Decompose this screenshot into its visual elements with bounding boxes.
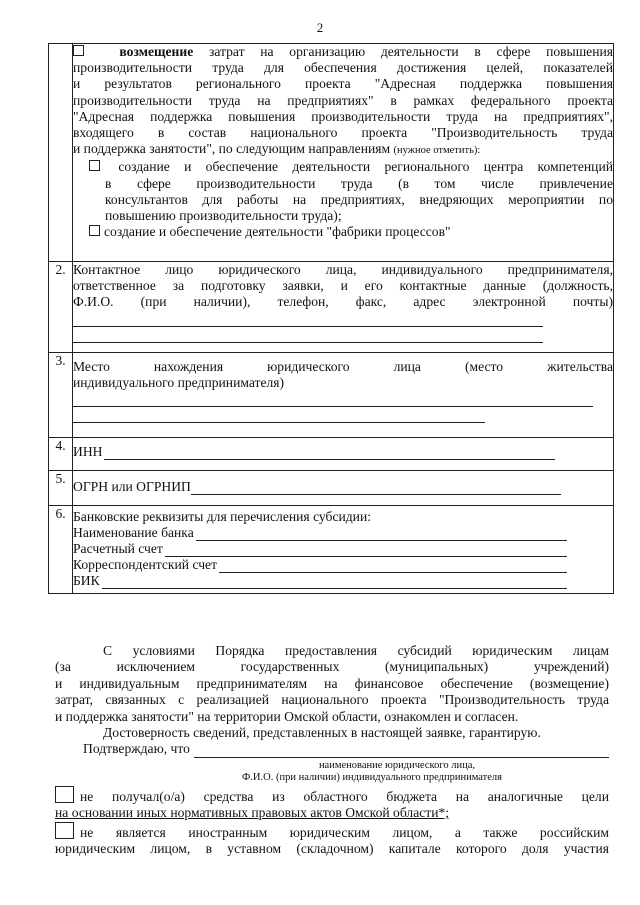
bank-name-input-line[interactable] bbox=[196, 527, 567, 541]
reimbursement-text-line: производительности труда на предприятиях" в рамках федерального проекта bbox=[73, 92, 613, 108]
reimbursement-text-line: производительности труда для обеспечения достижения целей, показателей bbox=[73, 60, 613, 76]
ogrn-input-line[interactable] bbox=[191, 481, 561, 495]
declaration-item-1: не получал(о/а) средства из областного бюджета на аналогичные цели bbox=[55, 786, 609, 805]
location-input-line[interactable] bbox=[73, 407, 485, 423]
confirm-line bbox=[55, 741, 609, 757]
terms-line: С условиями Порядка предоставления субсидий юридическим лицам bbox=[103, 643, 609, 658]
option-checkbox[interactable] bbox=[89, 160, 100, 171]
location-text-line: Место нахождения юридического лица (место жительства bbox=[73, 359, 613, 374]
contact-person-cell bbox=[73, 262, 614, 353]
row-number-empty bbox=[49, 44, 73, 262]
table-row-3 bbox=[49, 353, 614, 438]
option-text-line: повышению производительности труда); bbox=[105, 208, 342, 224]
row-number: 5. bbox=[49, 471, 73, 506]
declaration-section bbox=[55, 643, 609, 857]
declaration-item-1-cont: на основании иных нормативных правовых актов Омской области*; bbox=[55, 805, 450, 821]
row-number: 3. bbox=[49, 353, 73, 438]
application-form-table bbox=[48, 43, 614, 594]
choose-note: (нужное отметить): bbox=[393, 145, 481, 157]
terms-line: (за исключением государственных (муниципальных) учреждений) bbox=[55, 659, 609, 675]
account-input-line[interactable] bbox=[165, 543, 567, 557]
contact-input-line[interactable] bbox=[73, 327, 543, 343]
declaration-checkbox-1[interactable] bbox=[55, 786, 74, 803]
row-number: 6. bbox=[49, 506, 73, 594]
table-row-5 bbox=[49, 471, 614, 506]
guarantee-text: Достоверность сведений, представленных в настоящей заявке, гарантирую. bbox=[103, 725, 541, 741]
inn-label: ИНН bbox=[73, 443, 103, 459]
reimbursement-text-line: и результатов регионального проекта "Адресная поддержка повышения bbox=[73, 76, 613, 92]
reimbursement-cell bbox=[73, 44, 614, 262]
reimbursement-first-line: возмещение затрат на организацию деятельности в сфере повышения bbox=[73, 44, 613, 60]
contact-text-line: ответственное за подготовку заявки, и его контактные данные (должность, bbox=[73, 278, 613, 294]
terms-line: и индивидуальным предпринимателям на финансовое обеспечение (возмещение) bbox=[55, 675, 609, 691]
option-text-line: консультантов для работы на предприятиях, внедряющих мероприятии по bbox=[105, 191, 613, 207]
contact-text-line: Контактное лицо юридического лица, индивидуального предпринимателя, bbox=[73, 262, 613, 277]
reimbursement-text-line: входящего в состав национального проекта "Производительность труда bbox=[73, 125, 613, 141]
caption-entrepreneur-name: Ф.И.О. (при наличии) индивидуального предпринимателя bbox=[242, 771, 502, 783]
table-row-4 bbox=[49, 438, 614, 471]
declaration-item-2: не является иностранным юридическим лицом, а также российским bbox=[55, 822, 609, 841]
confirm-label: Подтверждаю, что bbox=[83, 741, 190, 757]
reimbursement-lead: возмещение bbox=[119, 44, 194, 59]
bank-name-label: Наименование банка bbox=[73, 525, 194, 540]
declaration-checkbox-2[interactable] bbox=[55, 822, 74, 839]
table-row-2 bbox=[49, 262, 614, 353]
reimbursement-text-line: и поддержка занятости", по следующим направлениям (нужное отметить): bbox=[73, 141, 481, 157]
bik-input-line[interactable] bbox=[102, 575, 567, 589]
option-text-line: в сфере производительности труда (в том числе привлечение bbox=[105, 175, 613, 191]
ogrn-cell bbox=[73, 471, 614, 506]
option-checkbox[interactable] bbox=[89, 225, 100, 236]
option-process-factory[interactable]: создание и обеспечение деятельности "фабрики процессов" bbox=[73, 224, 613, 240]
bank-details-title: Банковские реквизиты для перечисления субсидии: bbox=[73, 509, 372, 524]
option-competence-center[interactable]: создание и обеспечение деятельности регионального центра компетенций bbox=[73, 159, 613, 175]
confirm-input-line[interactable] bbox=[194, 744, 609, 758]
contact-text-line: Ф.И.О. (при наличии), телефон, факс, адрес электронной почты) bbox=[73, 294, 613, 310]
terms-line: затрат, связанных с реализацией национального проекта "Производительность труда bbox=[55, 692, 609, 708]
bik-label: БИК bbox=[73, 573, 100, 588]
contact-input-line[interactable] bbox=[73, 311, 543, 327]
caption-legal-name: наименование юридического лица, bbox=[318, 759, 476, 771]
inn-cell bbox=[73, 438, 614, 471]
page-number: 2 bbox=[316, 20, 324, 35]
account-label: Расчетный счет bbox=[73, 541, 163, 556]
terms-line: и поддержка занятости" на территории Омской области, ознакомлен и согласен. bbox=[55, 708, 519, 724]
table-row-1 bbox=[49, 44, 614, 262]
declaration-item-2-cont: юридическим лицом, в уставном (складочном) капитале которого доля участия bbox=[55, 841, 609, 857]
inn-input-line[interactable] bbox=[104, 446, 555, 460]
corr-account-input-line[interactable] bbox=[219, 559, 567, 573]
bank-details-cell bbox=[73, 506, 614, 594]
ogrn-label: ОГРН или ОГРНИП bbox=[73, 478, 191, 494]
reimbursement-checkbox[interactable] bbox=[73, 45, 84, 56]
corr-account-label: Корреспондентский счет bbox=[73, 557, 218, 572]
location-cell bbox=[73, 353, 614, 438]
row-number: 2. bbox=[49, 262, 73, 353]
location-text-line: индивидуального предпринимателя) bbox=[73, 375, 285, 391]
row-number: 4. bbox=[49, 438, 73, 471]
location-input-line[interactable] bbox=[73, 391, 593, 407]
reimbursement-text-line: "Адресная поддержка повышения производительности труда на предприятиях", bbox=[73, 108, 613, 124]
table-row-6 bbox=[49, 506, 614, 594]
